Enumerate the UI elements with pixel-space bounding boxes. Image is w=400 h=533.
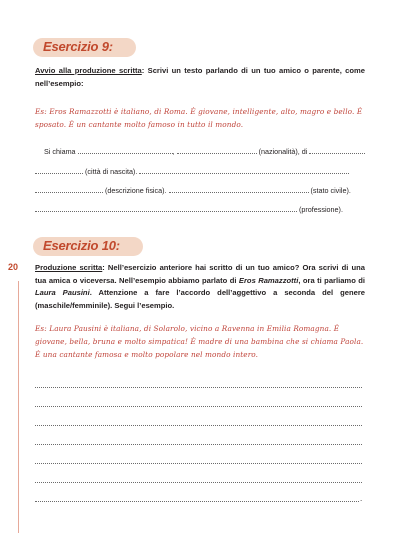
exercise10-instruction-part-a: : Nell’esercizio anteriore hai scritto di un tuo amico? Ora scrivi di una tua amica o viceversa. Nell’esempio abbiamo parlato di [35,263,365,285]
exercise9-instruction [35,65,365,90]
margin-bar [18,281,19,533]
exercise9-title-pill [33,38,136,57]
exercise10-instruction-label: Produzione scritta [35,263,103,272]
blank-profession[interactable] [35,204,297,212]
exercise10-instruction-part-c: , ora ti parliamo di [298,275,366,285]
page-number: 20 [8,262,19,272]
writing-line-2[interactable] [35,406,362,407]
writing-line-7[interactable] [35,501,359,502]
exercise10-instruction [35,262,365,312]
fill-nationality: (nazionalità), di [258,147,308,156]
writing-line-5[interactable] [35,463,362,464]
blank-civil[interactable] [169,185,309,193]
fill-profession: (professione). [299,205,343,214]
exercise9-fill-line-1 [44,146,365,156]
blank-nationality[interactable] [177,146,257,154]
writing-line-4[interactable] [35,444,362,445]
blank-birth-city[interactable] [35,166,83,174]
final-period: . [360,494,363,503]
exercise9-title: Esercizio 9: [43,39,113,54]
fill-comma: , [172,147,175,156]
exercise10-instruction-part-e: . Attenzione a fare l’accordo dell’aggettivo a seconda del genere (maschile/femminile). Segui l’esempio. [35,288,365,310]
exercise9-fill-line-2 [35,166,365,176]
exercise9-fill-line-3 [35,185,365,195]
fill-physical: (descrizione fisica). [105,186,167,195]
exercise10-instruction-name-eros: Eros Ramazzotti [238,275,299,285]
blank-name[interactable] [78,146,173,154]
exercise10-title: Esercizio 10: [43,238,120,253]
exercise9-fill-line-4 [35,204,365,214]
blank-extra[interactable] [139,166,349,174]
blank-city[interactable] [309,146,365,154]
exercise10-instruction-name-laura: Laura Pausini [35,288,90,297]
writing-line-3[interactable] [35,425,362,426]
exercise10-example: Es: Laura Pausini è italiana, di Solarolo, vicino a Ravenna in Emilia Romagna. È giovane, bella, bruna e molto simpatica! È madre di una bambina che si chiama Paola. È una cantante famosa e molto popolare nel mondo intero. [35,324,364,359]
blank-physical[interactable] [35,185,103,193]
writing-line-1[interactable] [35,387,362,388]
exercise9-example: Es: Eros Ramazzotti è italiano, di Roma. È giovane, intelligente, alto, magro e bello. È sposato. È un cantante molto famoso in tutto il mondo. [35,107,363,129]
fill-civil: (stato civile). [310,186,351,195]
fill-birth-city: (città di nascita). [85,167,138,176]
exercise10-title-pill [33,237,143,256]
exercise9-instruction-text: : Scrivi un testo parlando di un tuo amico o parente, come nell’esempio: [35,66,365,88]
fill-prefix: Si chiama [44,147,76,156]
exercise9-instruction-label: Avvio alla produzione scritta [35,66,142,75]
writing-line-6[interactable] [35,482,362,483]
